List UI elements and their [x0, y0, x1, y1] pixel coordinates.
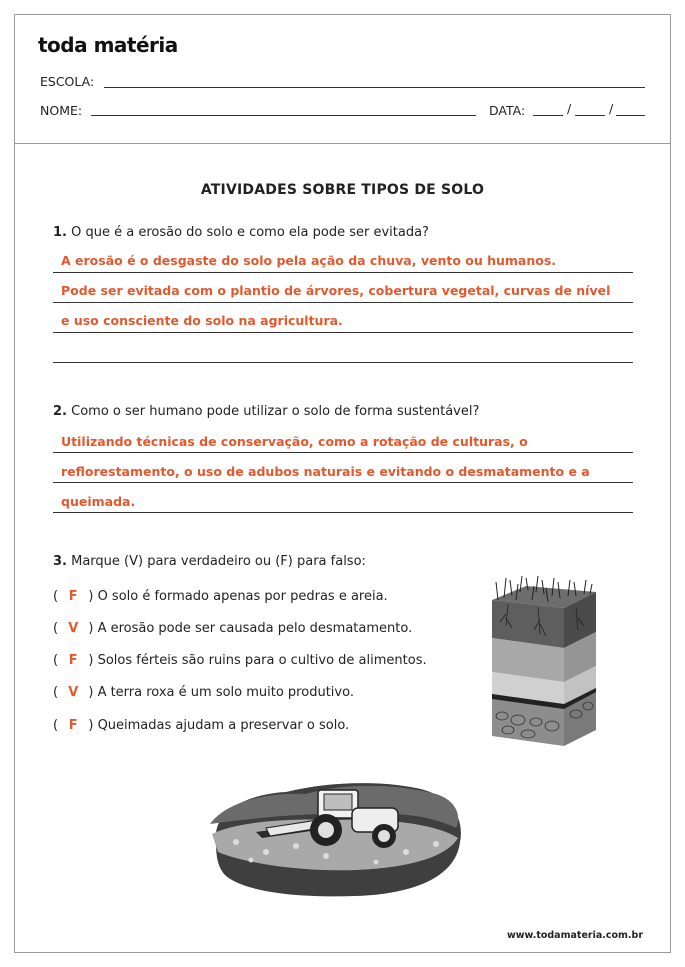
question-2: [53, 404, 479, 419]
answer-line: reflorestamento, o uso de adubos naturais e evitando o desmatamento e a: [61, 464, 590, 479]
date-day-field[interactable]: [533, 115, 563, 116]
date-separator: /: [609, 101, 614, 116]
tf-item: ( F ) Queimadas ajudam a preservar o solo.: [53, 718, 350, 733]
tf-statement: Solos férteis são ruins para o cultivo de alimentos.: [97, 653, 427, 668]
date-month-field[interactable]: [575, 115, 605, 116]
tf-item: ( V ) A terra roxa é um solo muito produtivo.: [53, 685, 354, 700]
question-number: 1.: [53, 225, 67, 240]
tf-item: ( F ) Solos férteis são ruins para o cultivo de alimentos.: [53, 653, 427, 668]
question-1: [53, 225, 429, 240]
answer-line: Utilizando técnicas de conservação, como a rotação de culturas, o: [61, 434, 528, 449]
tf-mark[interactable]: F: [68, 589, 78, 604]
name-label: NOME:: [40, 103, 83, 118]
question-3: [53, 554, 366, 569]
answer-rule: [53, 482, 633, 483]
date-separator: /: [567, 101, 572, 116]
answer-line: e uso consciente do solo na agricultura.: [61, 313, 343, 328]
question-number: 2.: [53, 404, 67, 419]
answer-line: A erosão é o desgaste do solo pela ação da chuva, vento ou humanos.: [61, 253, 557, 268]
page-title: ATIVIDADES SOBRE TIPOS DE SOLO: [200, 182, 485, 198]
question-text: Marque (V) para verdadeiro ou (F) para falso:: [71, 554, 366, 569]
tf-mark[interactable]: F: [68, 653, 78, 668]
answer-rule: [53, 362, 633, 363]
answer-rule: [53, 452, 633, 453]
header-divider: [14, 143, 671, 144]
answer-rule: [53, 332, 633, 333]
tf-item: ( V ) A erosão pode ser causada pelo desmatamento.: [53, 621, 413, 636]
tf-mark[interactable]: F: [68, 718, 78, 733]
tf-statement: O solo é formado apenas por pedras e areia.: [97, 589, 388, 604]
answer-line: queimada.: [61, 494, 136, 509]
school-field[interactable]: [104, 87, 645, 88]
tf-statement: A erosão pode ser causada pelo desmatamento.: [97, 621, 413, 636]
tf-statement: Queimadas ajudam a preservar o solo.: [97, 718, 350, 733]
answer-rule: [53, 272, 633, 273]
answer-rule: [53, 302, 633, 303]
soil-profile-illustration: [488, 574, 600, 752]
logo: toda matéria: [38, 33, 178, 57]
tf-statement: A terra roxa é um solo muito produtivo.: [97, 685, 354, 700]
tf-mark[interactable]: V: [68, 621, 79, 636]
school-label: ESCOLA:: [40, 74, 95, 89]
date-year-field[interactable]: [616, 115, 645, 116]
answer-rule: [53, 512, 633, 513]
answer-line: Pode ser evitada com o plantio de árvores, cobertura vegetal, curvas de nível: [61, 283, 611, 298]
tf-item: ( F ) O solo é formado apenas por pedras e areia.: [53, 589, 388, 604]
question-number: 3.: [53, 554, 67, 569]
name-field[interactable]: [91, 115, 476, 116]
tractor-illustration: [206, 772, 466, 902]
date-label: DATA:: [489, 103, 526, 118]
question-text: O que é a erosão do solo e como ela pode ser evitada?: [71, 225, 429, 240]
footer-url[interactable]: www.todamateria.com.br: [506, 930, 643, 941]
tf-mark[interactable]: V: [68, 685, 79, 700]
question-text: Como o ser humano pode utilizar o solo de forma sustentável?: [71, 404, 480, 419]
